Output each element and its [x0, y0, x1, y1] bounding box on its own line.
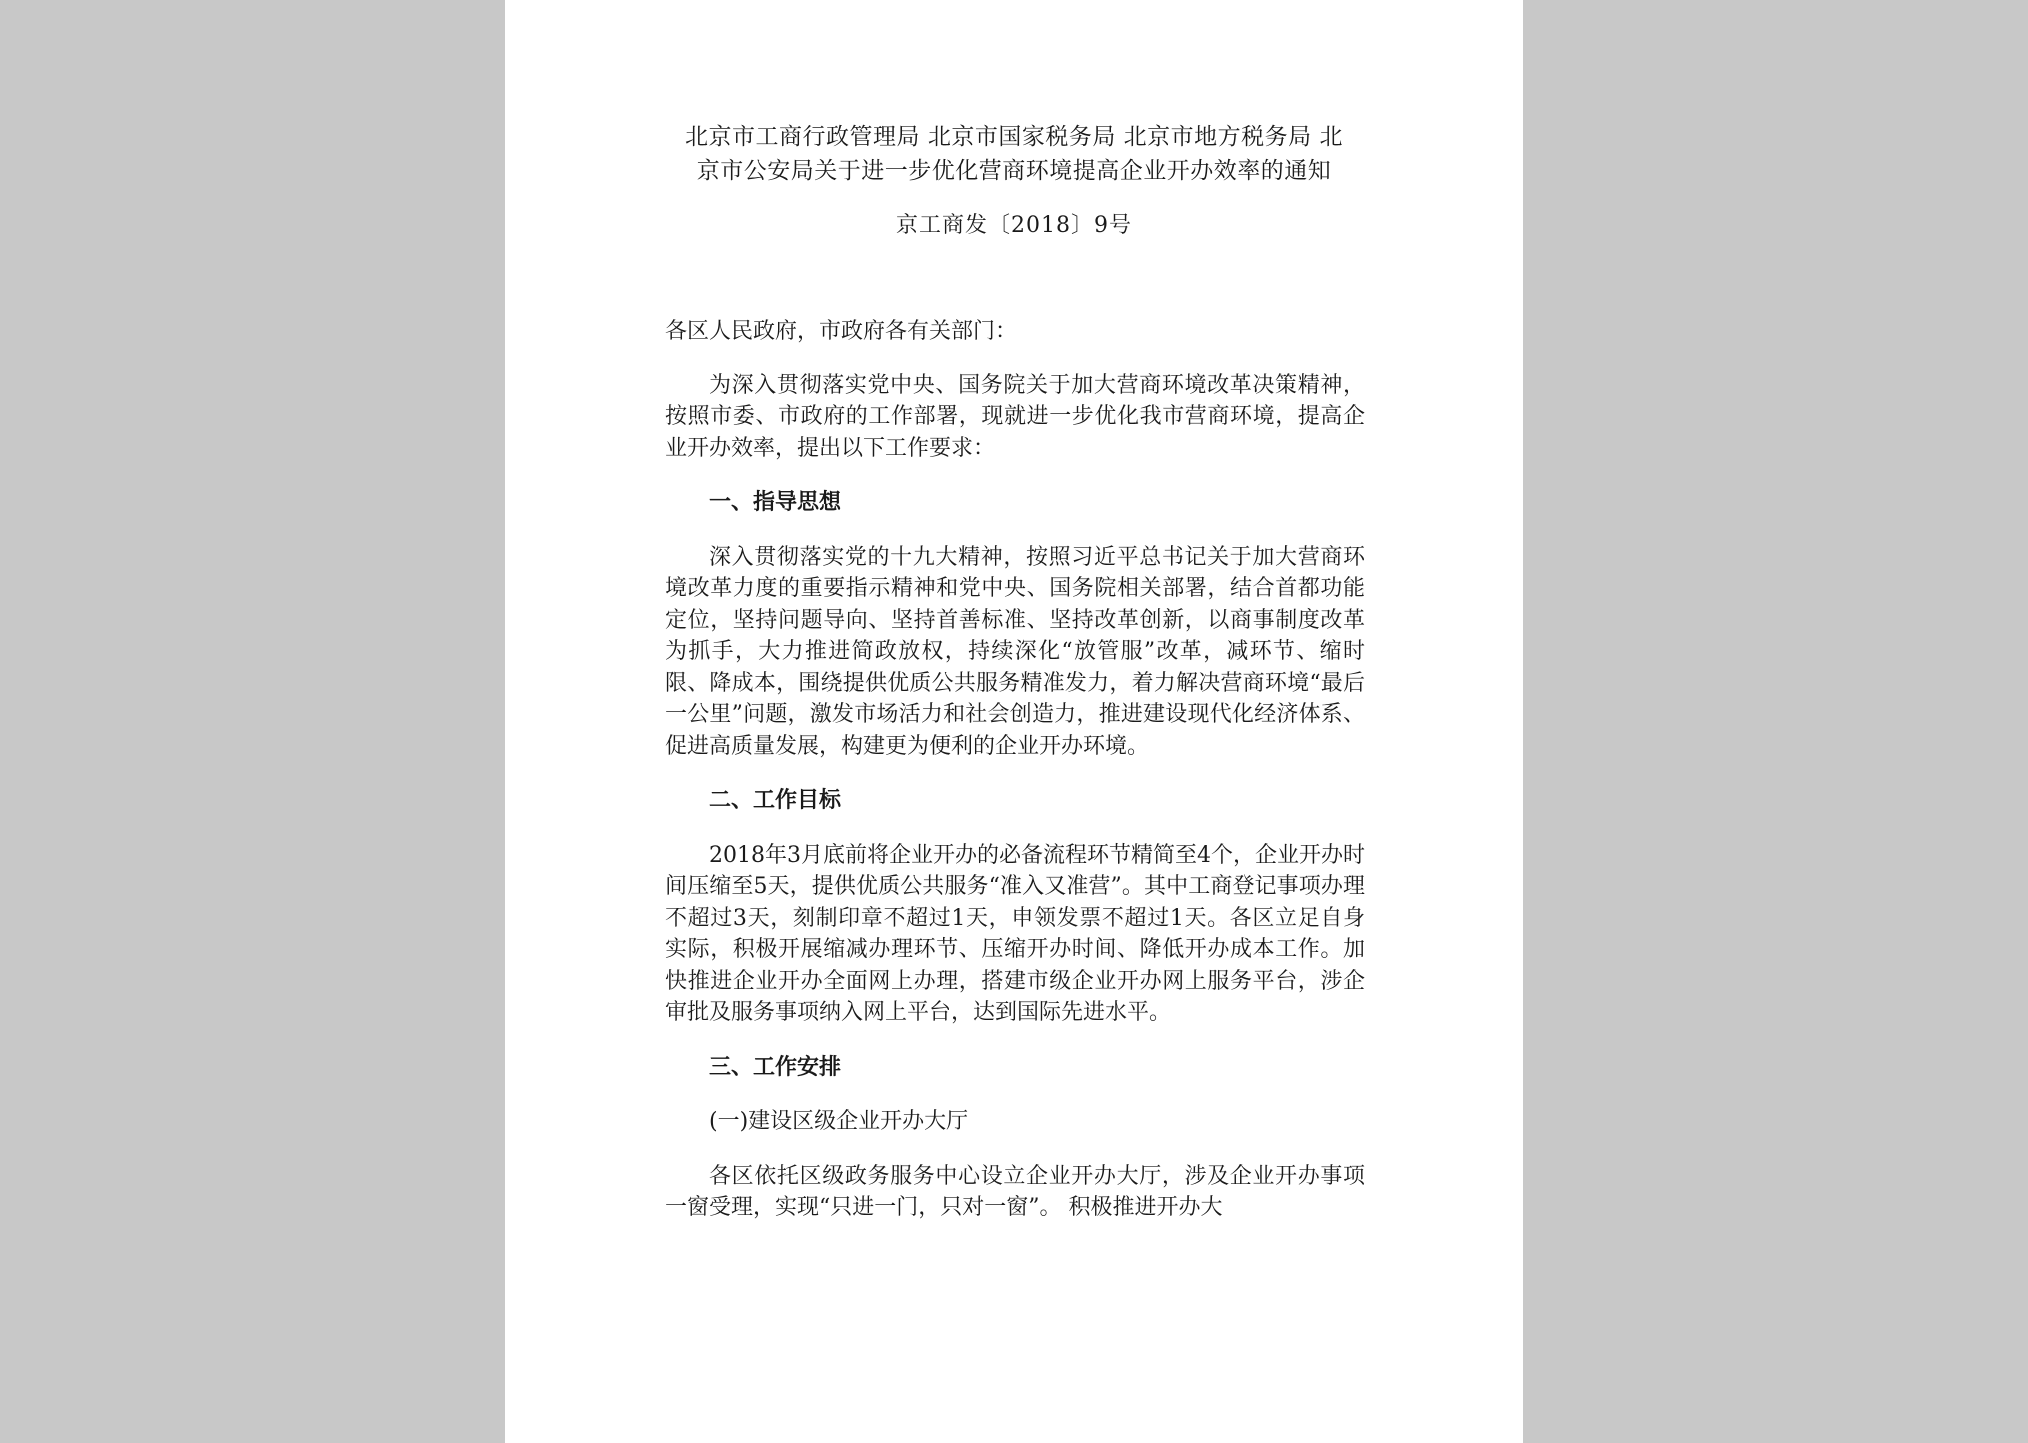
section-2-paragraph: 2018年3月底前将企业开办的必备流程环节精简至4个，企业开办时间压缩至5天，提供优质公共服务“准入又准营”。其中工商登记事项办理不超过3天，刻制印章不超过1天，申领发票不超过1天。各区立足自身实际，积极开展缩减办理环节、压缩开办时间、降低开办成本工作。加快推进企业开办全面网上办理，搭建市级企业开办网上服务平台，涉企审批及服务事项纳入网上平台，达到国际先进水平。: [665, 842, 1365, 1025]
intro-paragraph: 为深入贯彻落实党中央、国务院关于加大营商环境改革决策精神，按照市委、市政府的工作部署，现就进一步优化我市营商环境，提高企业开办效率，提出以下工作要求：: [665, 372, 1365, 461]
section-3-sub-1-paragraph: 各区依托区级政务服务中心设立企业开办大厅，涉及企业开办事项一窗受理，实现“只进一门，只对一窗”。 积极推进开办大: [665, 1163, 1365, 1220]
section-3-heading: 三、工作安排: [709, 1053, 842, 1080]
document-body: [665, 316, 1365, 1247]
title-line-1: 北京市工商行政管理局 北京市国家税务局 北京市地方税务局 北: [685, 124, 1343, 150]
section-2-heading: 二、工作目标: [709, 787, 842, 813]
section-3-subheading-1: (一)建设区级企业开办大厅: [709, 1109, 969, 1134]
section-1-paragraph: 深入贯彻落实党的十九大精神，按照习近平总书记关于加大营商环境改革力度的重要指示精神和党中央、国务院相关部署，结合首都功能定位，坚持问题导向、坚持首善标准、坚持改革创新，以商事制度改革为抓手，大力推进简政放权，持续深化“放管服”改革，减环节、缩时限、降成本，围绕提供优质公共服务精准发力，着力解决营商环境“最后一公里”问题，激发市场活力和社会创造力，推进建设现代化经济体系、促进高质量发展，构建更为便利的企业开办环境。: [665, 544, 1365, 759]
title-line-2: 京市公安局关于进一步优化营商环境提高企业开办效率的通知: [696, 158, 1332, 184]
document-page: [505, 0, 1523, 1443]
salutation: 各区人民政府，市政府各有关部门：: [665, 319, 1018, 344]
section-1-heading: 一、指导思想: [709, 489, 842, 515]
document-number: 京工商发〔2018〕9号: [896, 213, 1132, 238]
document-title: [505, 120, 1523, 188]
